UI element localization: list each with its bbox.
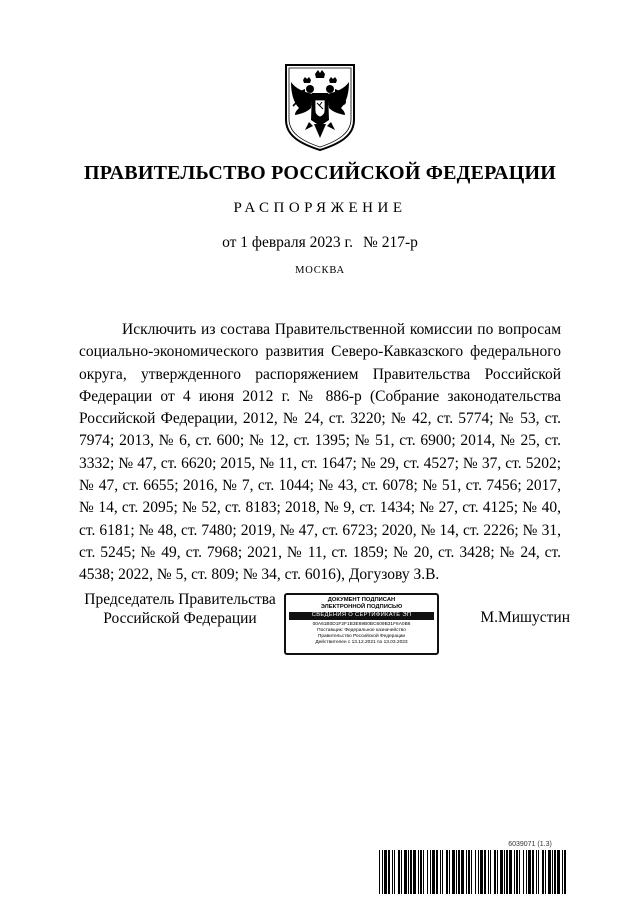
esig-owner: Правительство Российской Федерации [317, 633, 406, 639]
electronic-signature-stamp [284, 593, 439, 655]
government-title: ПРАВИТЕЛЬСТВО РОССИЙСКОЙ ФЕДЕРАЦИИ [84, 162, 556, 184]
esig-line2: ЭЛЕКТРОННОЙ ПОДПИСЬЮ [320, 604, 403, 610]
esig-validity: Действителен с 13.12.2021 по 13.03.2023 [315, 639, 408, 645]
signatory-position-line2: Российской Федерации [103, 610, 257, 627]
document-date: от 1 февраля 2023 г. [222, 234, 354, 251]
barcode-number: 6039071 (1.3) [508, 841, 552, 848]
body-paragraph: Исключить из состава Правительственной комиссии по вопросам социально-экономического развития Северо-Кавказского федерального округа, утвержденного распоряжением Правительства Российской Федерации от 4 июня 2012 г. № 886-р (Собрание законодательства Российской Федерации, 2012, № 24, ст. 3220; № 42, ст. 5774; № 53, ст. 7974; 2013, № 6, ст. 600; № 12, ст. 1395; № 51, ст. 6900; 2014, № 25, ст. 3332; № 47, ст. 6620; 2015, № 11, ст. 1647; № 29, ст. 4527; № 37, ст. 5202; № 47, ст. 6655; 2016, № 7, ст. 1044; № 43, ст. 6078; № 51, ст. 7456; 2017, № 14, ст. 2095; № 52, ст. 8183; 2018, № 9, ст. 1434; № 27, ст. 4125; № 40, ст. 6181; № 48, ст. 7480; 2019, № 47, ст. 6723; 2020, № 14, ст. 2226; № 31, ст. 5245; № 49, ст. 7968; 2021, № 11, ст. 1859; № 20, ст. 3428; № 24, ст. 4538; 2022, № 5, ст. 809; № 34, ст. 6016), Догузову З.В. [79, 321, 561, 584]
esig-issuer: Поставщик: Федеральное казначейство [317, 627, 406, 633]
barcode [378, 850, 568, 894]
signatory-name: М.Мишустин [480, 609, 570, 626]
signatory-position-line1: Председатель Правительства [84, 591, 276, 608]
esig-certificate: 00A61B0D1F2F1B3E69B0BC609B31F6A0B6 [312, 621, 411, 627]
barcode-graphic [378, 850, 568, 894]
coat-of-arms-icon [283, 62, 357, 152]
document-date-line [0, 234, 640, 252]
esig-banner: СВЕДЕНИЯ О СЕРТИФИКАТЕ ЭП [289, 612, 434, 620]
document-city: МОСКВА [295, 265, 345, 276]
document-number: № 217-р [363, 234, 418, 251]
signatory-position [80, 590, 280, 628]
document-type: РАСПОРЯЖЕНИЕ [233, 200, 407, 216]
esig-line1: ДОКУМЕНТ ПОДПИСАН [327, 597, 396, 603]
